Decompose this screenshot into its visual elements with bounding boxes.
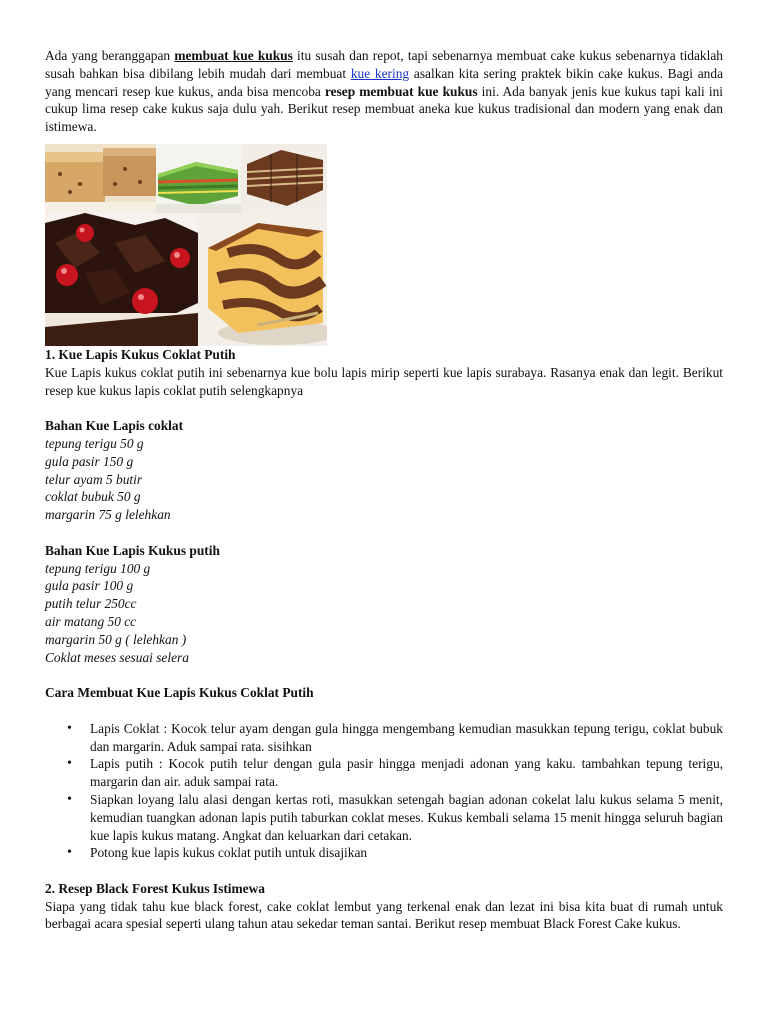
bahan1-title: Bahan Kue Lapis coklat xyxy=(45,418,184,434)
kue-kering-link[interactable]: kue kering xyxy=(350,65,410,81)
intro-text: ini. Ada banyak jenis kue kukus tapi kali ini cukup lima resep cake kukus saja dulu yah. Berikut resep membuat aneka kue kukus tradisional dan modern yang enak dan istimewa. xyxy=(45,83,723,135)
kue-lapis-coklat-photo xyxy=(241,144,327,213)
document-page xyxy=(45,47,723,933)
ingredient-item: margarin 50 g ( lelehkan ) xyxy=(45,631,187,647)
step-item: • Lapis putih : Kocok putih telur dengan gula pasir hingga menjadi adonan yang kaku. tambahkan tepung terigu, margarin dan air. aduk sampai rata. xyxy=(90,755,723,791)
section1-title: 1. Kue Lapis Kukus Coklat Putih xyxy=(45,346,236,362)
membuat-kue-kukus-link[interactable]: membuat kue kukus xyxy=(174,48,293,63)
resep-bold-text: resep membuat kue kukus xyxy=(324,83,478,99)
intro-text: asalkan kita sering praktek bikin cake kukus. Bagi anda yang mencari resep kue kukus, anda bisa mencoba xyxy=(45,65,724,99)
ingredient-item: air matang 50 cc xyxy=(45,613,137,629)
black-forest-photo xyxy=(45,213,198,346)
ingredient-item: gula pasir 100 g xyxy=(45,578,134,594)
bahan1-list xyxy=(45,435,723,524)
step-item: • Potong kue lapis kukus coklat putih untuk disajikan xyxy=(90,844,723,862)
intro-paragraph xyxy=(45,47,723,136)
intro-text: itu susah dan repot, tapi sebenarnya membuat cake kukus sebenarnya tidaklah susah bahkan bisa dibilang lebih mudah dari membuat xyxy=(45,48,723,81)
cara-title: Cara Membuat Kue Lapis Kukus Coklat Putih xyxy=(45,685,314,701)
ingredient-item: coklat bubuk 50 g xyxy=(45,489,141,505)
step-item: • Siapkan loyang lalu alasi dengan kertas roti, masukkan setengah bagian adonan cokelat lalu kukus selama 5 menit, kemudian tuangkan adonan lapis putih taburkan coklat meses. Kukus kembali selama 15 menit hingga seluruh bagian kue lapis kukus matang. Angkat dan keluarkan dari cetakan. xyxy=(90,791,723,844)
ingredient-item: Coklat meses sesuai selera xyxy=(45,649,189,665)
section2-description: Siapa yang tidak tahu kue black forest, cake coklat lembut yang terkenal enak dan lezat ini bisa kita buat di rumah untuk berbagai acara spesial seperti ulang tahun atau sekedar teman santai. Berikut resep membuat Black Forest Cake kukus. xyxy=(45,898,723,932)
ingredient-item: tepung terigu 50 g xyxy=(45,435,144,451)
ingredient-item: margarin 75 g lelehkan xyxy=(45,507,171,523)
kue-lapis-hijau-photo xyxy=(156,144,241,213)
section2-title: 2. Resep Black Forest Kukus Istimewa xyxy=(45,880,265,896)
section1-description: Kue Lapis kukus coklat putih ini sebenarnya kue bolu lapis mirip seperti kue lapis surabaya. Rasanya enak dan legit. Berikut resep kue kukus lapis coklat putih selengkapnya xyxy=(45,364,723,398)
ingredient-item: telur ayam 5 butir xyxy=(45,471,143,487)
intro-text: Ada yang beranggapan xyxy=(45,48,175,63)
bahan2-title: Bahan Kue Lapis Kukus putih xyxy=(45,542,220,558)
bahan2-list xyxy=(45,560,723,667)
step-item: • Lapis Coklat : Kocok telur ayam dengan gula hingga mengembang kemudian masukkan tepung terigu, coklat bubuk dan margarin. Aduk sampai rata. sisihkan xyxy=(90,720,723,756)
marmer-cake-photo xyxy=(198,213,327,346)
steps-list xyxy=(45,720,723,862)
ingredient-item: putih telur 250cc xyxy=(45,596,137,612)
ingredient-item: gula pasir 150 g xyxy=(45,453,134,469)
ingredient-item: tepung terigu 100 g xyxy=(45,560,151,576)
kue-kukus-photo xyxy=(45,144,156,213)
kue-kukus-photo-collage xyxy=(45,144,327,346)
